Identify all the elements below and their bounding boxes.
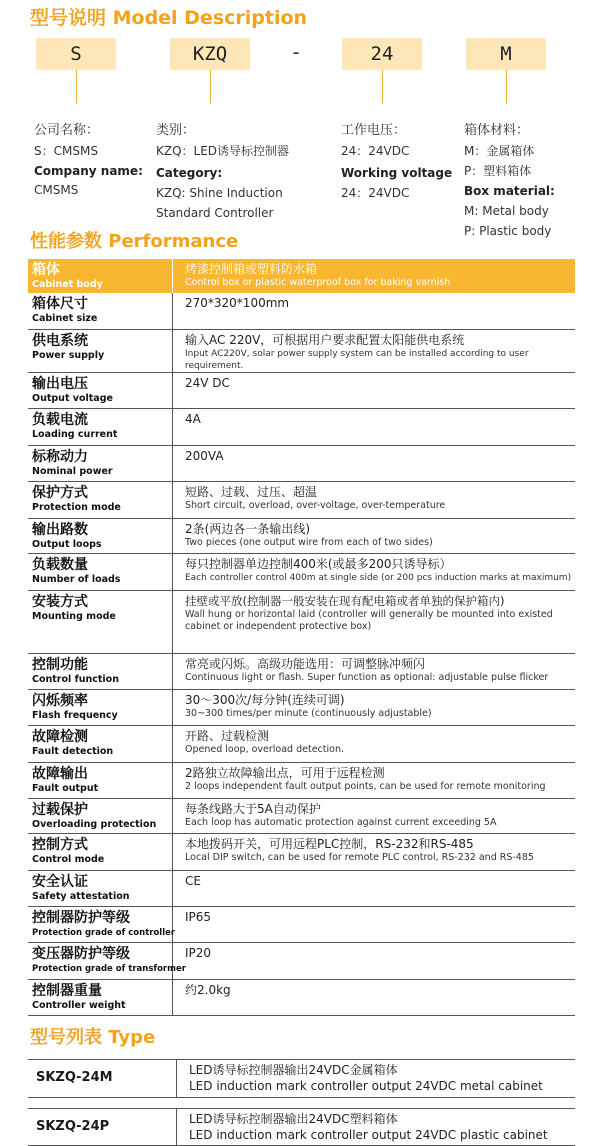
connector-line [506, 70, 507, 104]
param-value: 30～300次/每分钟(连续可调) [185, 692, 345, 707]
performance-table [28, 259, 575, 1016]
param-name: 箱体尺寸 [32, 296, 88, 312]
column-value-en: CMSMS [34, 183, 79, 197]
table-row [28, 942, 575, 979]
param-value-en: Input AC220V, solar power supply system can be installed according to user requirement. [185, 348, 529, 371]
param-value-en: Two pieces (one output wire from each of two sides) [185, 536, 433, 548]
column-label-en: Category: [156, 166, 223, 180]
param-name-en: Number of loads [32, 573, 121, 585]
table-row [28, 979, 575, 1015]
param-name: 控制功能 [32, 656, 88, 673]
param-value: IP20 [185, 945, 212, 960]
column-label: 箱体材料： [464, 123, 530, 138]
param-value: 常亮或闪烁。高级功能选用：可调整脉冲频闪 [185, 656, 426, 671]
table-row [28, 372, 575, 408]
table-row [28, 590, 575, 653]
param-name: 保护方式 [32, 484, 88, 501]
model-code-separator: - [290, 40, 303, 64]
param-value: 烤漆控制箱或塑料防水箱 [185, 262, 318, 276]
param-name-en: Loading current [32, 428, 118, 440]
table-row [28, 445, 575, 481]
param-name: 输出电压 [32, 375, 88, 392]
column-label: 类别： [156, 123, 196, 138]
type-desc: LED诱导标控制器输出24VDC金属箱体 [189, 1063, 398, 1077]
table-row [28, 689, 575, 725]
param-name-en: Output voltage [32, 392, 113, 404]
param-name: 故障输出 [32, 765, 88, 782]
column-value-en: M: Metal body [464, 204, 549, 218]
param-value-en: Wall hung or horizontal laid (controller will generally be mounted into existed cabinet or independent protective box) [185, 608, 553, 632]
model-code-company: S [36, 38, 116, 70]
column-label: 工作电压： [341, 123, 407, 138]
table-row [28, 553, 575, 590]
table-row [28, 408, 575, 445]
param-name-en: Fault detection [32, 745, 114, 757]
param-value-en: Each loop has automatic protection against current exceeding 5A [185, 816, 497, 828]
param-name: 控制器重量 [32, 982, 102, 999]
param-value: 每只控制器单边控制400米(或最多200只诱导标） [185, 556, 452, 571]
model-column-category [156, 121, 336, 221]
param-value-en: 2 loops independent fault output points, can be used for remote monitoring [185, 780, 546, 792]
param-value: 约2.0kg [185, 982, 231, 997]
param-value-en: Opened loop, overload detection. [185, 743, 344, 755]
param-name: 控制方式 [32, 836, 88, 853]
connector-line [76, 70, 77, 104]
model-column-voltage [341, 121, 461, 221]
param-name: 过载保护 [32, 801, 88, 818]
param-name-en: Controller weight [32, 999, 126, 1011]
column-value-en: P: Plastic body [464, 224, 552, 238]
param-value: 200VA [185, 448, 224, 463]
table-row [28, 833, 575, 870]
type-desc-en: LED induction mark controller output 24VDC plastic cabinet [189, 1128, 548, 1142]
column-label: 公司名称： [34, 123, 100, 138]
param-name: 负载数量 [32, 556, 88, 573]
type-model: SKZQ-24M [28, 1060, 177, 1098]
param-value-en: Short circuit, overload, over-voltage, over-temperature [185, 499, 446, 511]
model-code-voltage: 24 [342, 38, 422, 70]
column-value: S：CMSMS [34, 144, 98, 158]
param-name: 负载电流 [32, 411, 88, 428]
type-row [28, 1109, 575, 1146]
param-value-en: 30~300 times/per minute (continuously adjustable) [185, 707, 432, 719]
column-value: P：塑料箱体 [464, 164, 532, 178]
param-value: CE [185, 873, 201, 888]
param-value: 每条线路大于5A自动保护 [185, 801, 321, 816]
model-section-title: 型号说明 Model Description [30, 7, 308, 29]
param-name-en: Fault output [32, 782, 99, 794]
param-value: 2条(两边各一条输出线) [185, 521, 310, 536]
table-row [28, 481, 575, 518]
param-name: 控制器防护等级 [32, 909, 130, 926]
table-row [28, 329, 575, 372]
column-value: 24：24VDC [341, 144, 410, 158]
param-value-en: Each controller control 400m at single side (or 200 pcs induction marks at maximum) [185, 572, 572, 583]
table-row [28, 870, 575, 906]
type-table [28, 1059, 575, 1146]
column-label-en: Box material: [464, 184, 555, 198]
param-name: 安装方式 [32, 593, 88, 610]
param-name-en: Overloading protection [32, 818, 157, 830]
table-row [28, 259, 575, 293]
connector-line [210, 70, 211, 104]
param-name-en: Flash frequency [32, 709, 118, 721]
type-model: SKZQ-24P [28, 1109, 177, 1146]
param-name-en: Cabinet body [32, 279, 103, 290]
column-value: M：金属箱体 [464, 144, 535, 158]
param-name: 闪烁频率 [32, 692, 88, 709]
table-row [28, 653, 575, 689]
type-row [28, 1060, 575, 1098]
column-label-en: Company name: [34, 164, 143, 178]
param-name-en: Protection grade of transformer [32, 963, 186, 974]
param-value: 270*320*100mm [185, 296, 290, 310]
table-row [28, 762, 575, 798]
param-name: 安全认证 [32, 873, 88, 890]
table-row [28, 906, 575, 942]
model-column-material [464, 121, 584, 238]
param-name-en: Protection mode [32, 501, 121, 513]
param-value: IP65 [185, 909, 212, 924]
param-name: 变压器防护等级 [32, 945, 130, 962]
param-value: 短路、过载、过压、超温 [185, 484, 318, 499]
param-name-en: Output loops [32, 538, 102, 550]
column-label-en: Working voltage [341, 166, 453, 180]
connector-line [382, 70, 383, 104]
param-value: 24V DC [185, 375, 230, 390]
table-row [28, 798, 575, 833]
param-value: 输入AC 220V，可根据用户要求配置太阳能供电系统 [185, 332, 465, 347]
param-value-en: Control box or plastic waterproof box for baking varnish [185, 277, 451, 288]
param-name-en: Safety attestation [32, 890, 130, 902]
table-row [28, 293, 575, 329]
param-name-en: Mounting mode [32, 610, 116, 622]
model-code-material: M [466, 38, 546, 70]
param-name-en: Cabinet size [32, 313, 98, 324]
param-name: 标称动力 [32, 448, 88, 465]
type-section-title: 型号列表 Type [30, 1027, 156, 1048]
param-name: 箱体 [32, 262, 60, 278]
param-name: 输出路数 [32, 521, 88, 538]
param-name: 故障检测 [32, 728, 88, 745]
param-value: 挂壁或平放(控制器一般安装在现有配电箱或者单独的保护箱内) [185, 593, 505, 608]
param-name: 供电系统 [32, 332, 88, 349]
param-value: 本地拨码开关，可用远程PLC控制，RS-232和RS-485 [185, 836, 474, 851]
param-value-en: Local DIP switch, can be used for remote PLC control, RS-232 and RS-485 [185, 851, 534, 863]
param-value-en: Continuous light or flash. Super function as optional: adjustable pulse flicker [185, 671, 549, 683]
type-desc-en: LED induction mark controller output 24VDC metal cabinet [189, 1079, 543, 1093]
table-row [28, 725, 575, 762]
column-value-en: KZQ: Shine Induction Standard Controller [156, 186, 283, 220]
type-desc: LED诱导标控制器输出24VDC塑料箱体 [189, 1112, 398, 1126]
table-row [28, 518, 575, 553]
param-name-en: Protection grade of controller [32, 927, 176, 938]
performance-section-title: 性能参数 Performance [30, 231, 239, 252]
param-name-en: Nominal power [32, 465, 113, 477]
type-spacer [28, 1098, 575, 1109]
model-code-category: KZQ [170, 38, 250, 70]
param-value: 4A [185, 411, 201, 426]
param-name-en: Control function [32, 673, 119, 685]
model-column-company [34, 121, 144, 221]
column-value: KZQ：LED诱导标控制器 [156, 144, 290, 158]
param-value: 开路、过载检测 [185, 728, 270, 743]
column-value-en: 24：24VDC [341, 186, 410, 200]
param-name-en: Control mode [32, 853, 105, 865]
param-name-en: Power supply [32, 349, 105, 361]
param-value: 2路独立故障输出点，可用于远程检测 [185, 765, 385, 780]
